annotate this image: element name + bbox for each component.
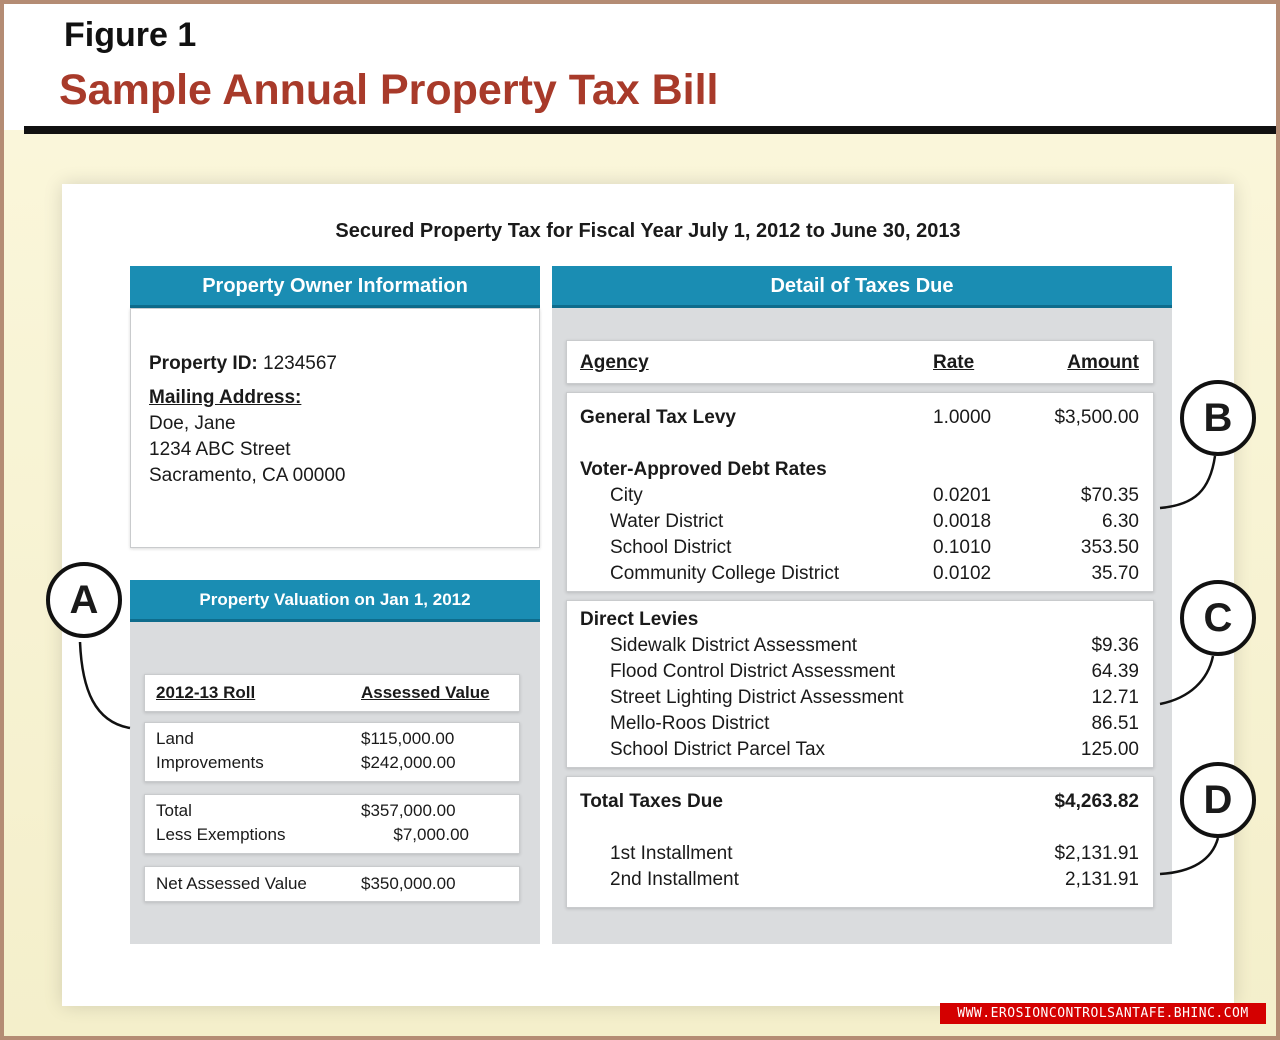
voter-row-rate: 0.0201 <box>933 485 992 506</box>
voter-row-rate: 0.0018 <box>933 511 992 532</box>
owner-box <box>130 308 540 548</box>
levy-row-amount: 64.39 <box>1091 661 1139 682</box>
levy-row-label: School District Parcel Tax <box>610 739 826 760</box>
roll-column: 2012-13 Roll <box>156 683 256 702</box>
levy-row-amount: 86.51 <box>1091 713 1139 734</box>
total-exemptions-row <box>144 794 520 854</box>
levy-row-amount: $9.36 <box>1091 635 1139 656</box>
taxes-panel <box>552 308 1172 944</box>
figure-title: Sample Annual Property Tax Bill <box>59 66 719 114</box>
watermark-url: WWW.EROSIONCONTROLSANTAFE.BHINC.COM <box>940 1003 1266 1024</box>
taxes-column-row <box>566 340 1154 384</box>
voter-approved-heading: Voter-Approved Debt Rates <box>580 459 827 480</box>
assessed-value-column: Assessed Value <box>361 683 490 702</box>
callout-d: D <box>1180 762 1256 838</box>
valuation-header: Property Valuation on Jan 1, 2012 <box>130 580 540 622</box>
net-label: Net Assessed Value <box>156 874 307 893</box>
installment-1-amount: $2,131.91 <box>1054 843 1139 864</box>
exemptions-value: $7,000.00 <box>393 825 469 844</box>
bill-heading: Secured Property Tax for Fiscal Year July 1, 2012 to June 30, 2013 <box>335 220 961 242</box>
exemptions-label: Less Exemptions <box>156 825 286 844</box>
owner-street: 1234 ABC Street <box>149 439 291 460</box>
tax-bill <box>62 184 1234 1006</box>
property-id: Property ID: 1234567 <box>149 353 337 374</box>
callout-b: B <box>1180 380 1256 456</box>
improvements-value: $242,000.00 <box>361 753 456 772</box>
total-taxes-box <box>566 776 1154 908</box>
land-improvements-row <box>144 722 520 782</box>
net-assessed-row <box>144 866 520 902</box>
amount-column: Amount <box>1067 352 1139 373</box>
levy-row-amount: 12.71 <box>1091 687 1139 708</box>
mailing-address-label: Mailing Address: <box>149 387 302 408</box>
tax-rates-box <box>566 392 1154 592</box>
net-value: $350,000.00 <box>361 874 456 893</box>
valuation-panel <box>130 622 540 944</box>
general-levy-amount: $3,500.00 <box>1054 407 1139 428</box>
voter-row-amount: 35.70 <box>1091 563 1139 584</box>
owner-name: Doe, Jane <box>149 413 236 434</box>
figure-label: Figure 1 <box>64 16 197 54</box>
direct-levies-heading: Direct Levies <box>580 609 699 630</box>
voter-row-label: School District <box>610 537 732 558</box>
voter-row-label: City <box>610 485 643 506</box>
levy-row-label: Flood Control District Assessment <box>610 661 896 682</box>
general-levy-label: General Tax Levy <box>580 407 736 428</box>
voter-row-rate: 0.1010 <box>933 537 992 558</box>
installment-1-label: 1st Installment <box>610 843 733 864</box>
total-value: $357,000.00 <box>361 801 456 820</box>
voter-row-label: Water District <box>610 511 724 532</box>
owner-city: Sacramento, CA 00000 <box>149 465 346 486</box>
levy-row-label: Sidewalk District Assessment <box>610 635 858 656</box>
valuation-header-row <box>144 674 520 712</box>
callout-a: A <box>46 562 122 638</box>
levy-row-label: Street Lighting District Assessment <box>610 687 904 708</box>
total-label: Total <box>156 801 192 820</box>
general-levy-rate: 1.0000 <box>933 407 992 428</box>
taxes-header: Detail of Taxes Due <box>552 266 1172 308</box>
land-label: Land <box>156 729 194 748</box>
rate-column: Rate <box>933 352 975 373</box>
header-rule <box>24 126 1276 134</box>
owner-header: Property Owner Information <box>130 266 540 308</box>
voter-row-label: Community College District <box>610 563 840 584</box>
total-taxes-label: Total Taxes Due <box>580 791 723 812</box>
levy-row-amount: 125.00 <box>1080 739 1139 760</box>
land-value: $115,000.00 <box>361 729 455 748</box>
voter-row-amount: $70.35 <box>1080 485 1139 506</box>
installment-2-amount: 2,131.91 <box>1065 869 1139 890</box>
improvements-label: Improvements <box>156 753 264 772</box>
figure-header <box>4 4 1276 130</box>
callout-c: C <box>1180 580 1256 656</box>
voter-row-amount: 6.30 <box>1102 511 1139 532</box>
direct-levies-box <box>566 600 1154 768</box>
installment-2-label: 2nd Installment <box>610 869 739 890</box>
total-taxes-amount: $4,263.82 <box>1054 791 1139 812</box>
levy-row-label: Mello-Roos District <box>610 713 770 734</box>
agency-column: Agency <box>580 352 649 373</box>
voter-row-amount: 353.50 <box>1080 537 1139 558</box>
voter-row-rate: 0.0102 <box>933 563 992 584</box>
